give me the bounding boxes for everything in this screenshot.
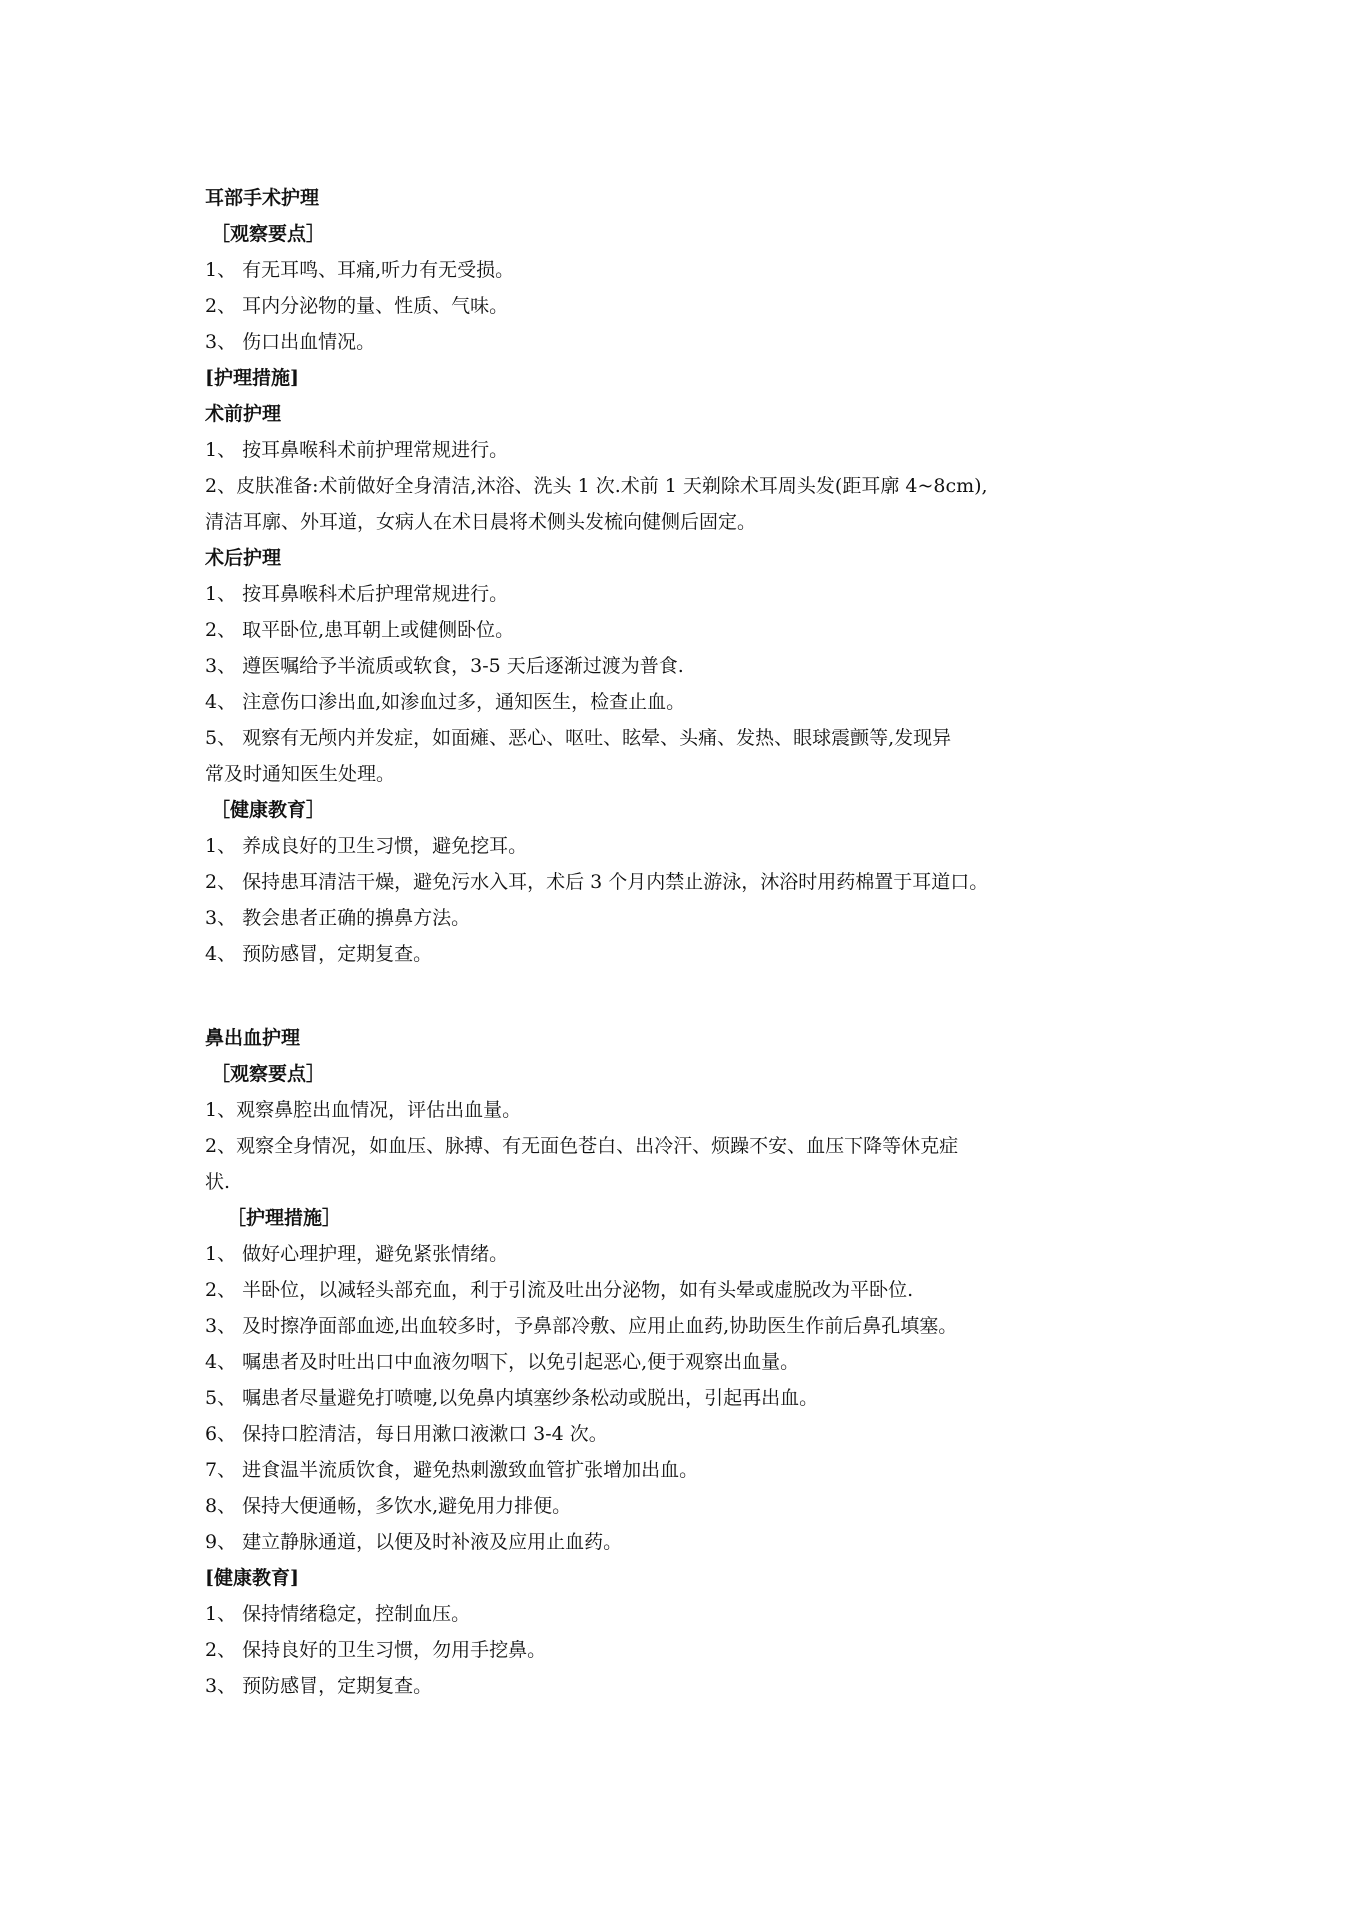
list-item: 2、 半卧位，以减轻头部充血，利于引流及吐出分泌物，如有头晕或虚脱改为平卧位. bbox=[205, 1279, 914, 1301]
document-page bbox=[205, 180, 1185, 1704]
list-item: 1、 养成良好的卫生习惯，避免挖耳。 bbox=[205, 835, 528, 857]
list-item: 清洁耳廓、外耳道，女病人在术日晨将术侧头发梳向健侧后固定。 bbox=[205, 511, 757, 533]
list-item: 3、 伤口出血情况。 bbox=[205, 331, 376, 353]
heading-education: ［健康教育］ bbox=[211, 799, 326, 821]
list-item: 2、 保持患耳清洁干燥，避免污水入耳，术后 3 个月内禁止游泳，沐浴时用药棉置于耳道口。 bbox=[205, 871, 989, 893]
list-item: 5、 嘱患者尽量避免打喷嚏,以免鼻内填塞纱条松动或脱出，引起再出血。 bbox=[205, 1387, 819, 1409]
heading-preop: 术前护理 bbox=[205, 403, 282, 425]
list-item: 2、 保持良好的卫生习惯，勿用手挖鼻。 bbox=[205, 1639, 547, 1661]
list-item: 2、 耳内分泌物的量、性质、气味。 bbox=[205, 295, 509, 317]
list-item: 3、 预防感冒，定期复查。 bbox=[205, 1675, 433, 1697]
list-item: 5、 观察有无颅内并发症，如面瘫、恶心、呕吐、眩晕、头痛、发热、眼球震颤等,发现异 bbox=[205, 727, 952, 749]
list-item: 3、 教会患者正确的擤鼻方法。 bbox=[205, 907, 471, 929]
list-item: 2、 取平卧位,患耳朝上或健侧卧位。 bbox=[205, 619, 515, 641]
list-item: 常及时通知医生处理。 bbox=[205, 763, 396, 785]
list-item: 1、 按耳鼻喉科术后护理常规进行。 bbox=[205, 583, 509, 605]
heading-observation: ［观察要点］ bbox=[211, 223, 326, 245]
list-item: 3、 遵医嘱给予半流质或软食，3-5 天后逐渐过渡为普食. bbox=[205, 655, 684, 677]
list-item: 1、观察鼻腔出血情况，评估出血量。 bbox=[205, 1099, 522, 1121]
list-item: 4、 嘱患者及时吐出口中血液勿咽下，以免引起恶心,便于观察出血量。 bbox=[205, 1351, 800, 1373]
list-item: 1、 做好心理护理，避免紧张情绪。 bbox=[205, 1243, 509, 1265]
heading-measures: ［护理措施］ bbox=[227, 1207, 342, 1229]
heading-observation: ［观察要点］ bbox=[211, 1063, 326, 1085]
section-title-nosebleed: 鼻出血护理 bbox=[205, 1027, 301, 1049]
list-item: 1、 按耳鼻喉科术前护理常规进行。 bbox=[205, 439, 509, 461]
section-gap bbox=[205, 972, 1185, 1020]
list-item: 状. bbox=[205, 1171, 231, 1193]
heading-postop: 术后护理 bbox=[205, 547, 282, 569]
list-item: 8、 保持大便通畅，多饮水,避免用力排便。 bbox=[205, 1495, 572, 1517]
list-item: 6、 保持口腔清洁，每日用漱口液漱口 3-4 次。 bbox=[205, 1423, 608, 1445]
list-item: 2、皮肤准备:术前做好全身清洁,沐浴、洗头 1 次.术前 1 天剃除术耳周头发(距耳廓 4~8cm), bbox=[205, 475, 988, 497]
list-item: 4、 预防感冒，定期复查。 bbox=[205, 943, 433, 965]
list-item: 9、 建立静脉通道，以便及时补液及应用止血药。 bbox=[205, 1531, 623, 1553]
list-item: 1、 有无耳鸣、耳痛,听力有无受损。 bbox=[205, 259, 515, 281]
section-title-ear-surgery: 耳部手术护理 bbox=[205, 187, 320, 209]
list-item: 4、 注意伤口渗出血,如渗血过多，通知医生，检查止血。 bbox=[205, 691, 686, 713]
list-item: 7、 进食温半流质饮食，避免热刺激致血管扩张增加出血。 bbox=[205, 1459, 699, 1481]
heading-measures: [护理措施] bbox=[205, 367, 299, 389]
list-item: 1、 保持情绪稳定，控制血压。 bbox=[205, 1603, 471, 1625]
heading-education: [健康教育] bbox=[205, 1567, 299, 1589]
list-item: 2、观察全身情况，如血压、脉搏、有无面色苍白、出冷汗、烦躁不安、血压下降等休克症 bbox=[205, 1135, 959, 1157]
list-item: 3、 及时擦净面部血迹,出血较多时，予鼻部冷敷、应用止血药,协助医生作前后鼻孔填塞。 bbox=[205, 1315, 958, 1337]
